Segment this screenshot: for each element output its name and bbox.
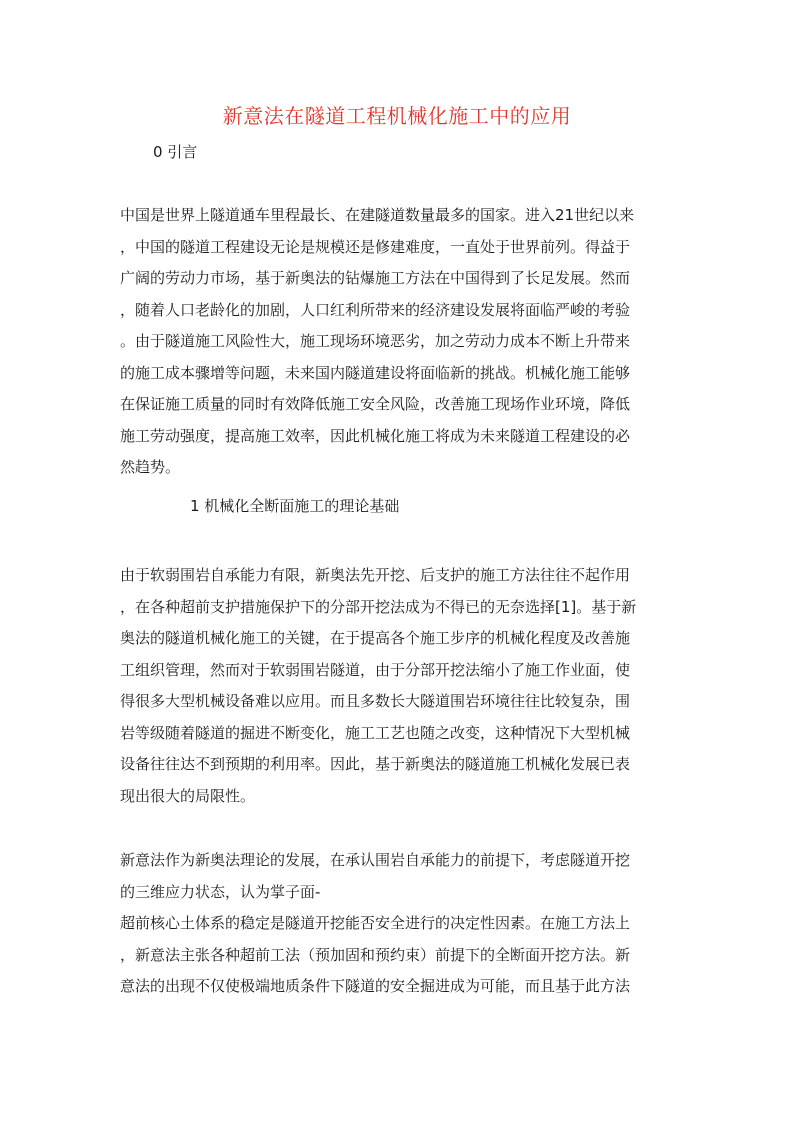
paragraph-line: 然趋势。 xyxy=(120,458,181,476)
paragraph-line: 的施工成本骤增等问题，未来国内隧道建设将面临新的挑战。机械化施工能够 xyxy=(120,363,631,382)
paragraph-line: 现出很大的局限性。 xyxy=(120,786,256,805)
paragraph-line: 得很多大型机械设备难以应用。而且多数长大隧道围岩环境往往比较复杂，围 xyxy=(120,692,631,710)
paragraph-line: 设备往往达不到预期的利用率。因此，基于新奥法的隧道施工机械化发展已表 xyxy=(120,755,631,773)
paragraph-line: 新意法作为新奥法理论的发展，在承认围岩自承能力的前提下，考虑隧道开挖 xyxy=(120,851,631,869)
paragraph-line: 。由于隧道施工风险性大，施工现场环境恶劣，加之劳动力成本不断上升带来 xyxy=(120,332,631,350)
paragraph-line: 在保证施工质量的同时有效降低施工安全风险，改善施工现场作业环境，降低 xyxy=(120,395,631,413)
paragraph-line: ，随着人口老龄化的加剧，人口红利所带来的经济建设发展将面临严峻的考验 xyxy=(120,300,631,319)
paragraph-line: 的三维应力状态，认为掌子面- xyxy=(120,882,321,901)
paragraph-line: ，中国的隧道工程建设无论是规模还是修建难度，一直处于世界前列。得益于 xyxy=(120,237,631,256)
paragraph-line: ，新意法主张各种超前工法（预加固和预约束）前提下的全断面开挖方法。新 xyxy=(120,945,631,964)
paragraph-line: 中国是世界上隧道通车里程最长、在建隧道数量最多的国家。进入21世纪以来 xyxy=(120,206,635,224)
paragraph-line: 意法的出现不仅使极端地质条件下隧道的安全掘进成为可能，而且基于此方法 xyxy=(120,977,631,995)
paragraph-line: 工组织管理，然而对于软弱围岩隧道，由于分部开挖法缩小了施工作业面，使 xyxy=(120,660,631,679)
section-heading-introduction: 0 引言 xyxy=(153,143,198,161)
paragraph-line: 施工劳动强度，提高施工效率，因此机械化施工将成为未来隧道工程建设的必 xyxy=(120,426,631,445)
paragraph-line: 奥法的隧道机械化施工的关键，在于提高各个施工步序的机械化程度及改善施 xyxy=(120,629,631,647)
section-heading-theory: 1 机械化全断面施工的理论基础 xyxy=(190,497,400,515)
paragraph-line: 由于软弱围岩自承能力有限，新奥法先开挖、后支护的施工方法往往不起作用 xyxy=(120,566,631,584)
paragraph-theory xyxy=(120,560,676,812)
document-title: 新意法在隧道工程机械化施工中的应用 xyxy=(222,104,572,128)
paragraph-line: 岩等级随着隧道的掘进不断变化，施工工艺也随之改变，这种情况下大型机械 xyxy=(120,723,631,742)
paragraph-line: 广阔的劳动力市场，基于新奥法的钻爆施工方法在中国得到了长足发展。然而 xyxy=(120,269,631,287)
paragraph-line: ，在各种超前支护措施保护下的分部开挖法成为不得已的无奈选择[1]。基于新 xyxy=(120,597,637,616)
paragraph-line: 超前核心土体系的稳定是隧道开挖能否安全进行的决定性因素。在施工方法上 xyxy=(120,914,631,932)
paragraph-new-italian-method xyxy=(120,845,676,1003)
paragraph-introduction xyxy=(120,200,676,484)
